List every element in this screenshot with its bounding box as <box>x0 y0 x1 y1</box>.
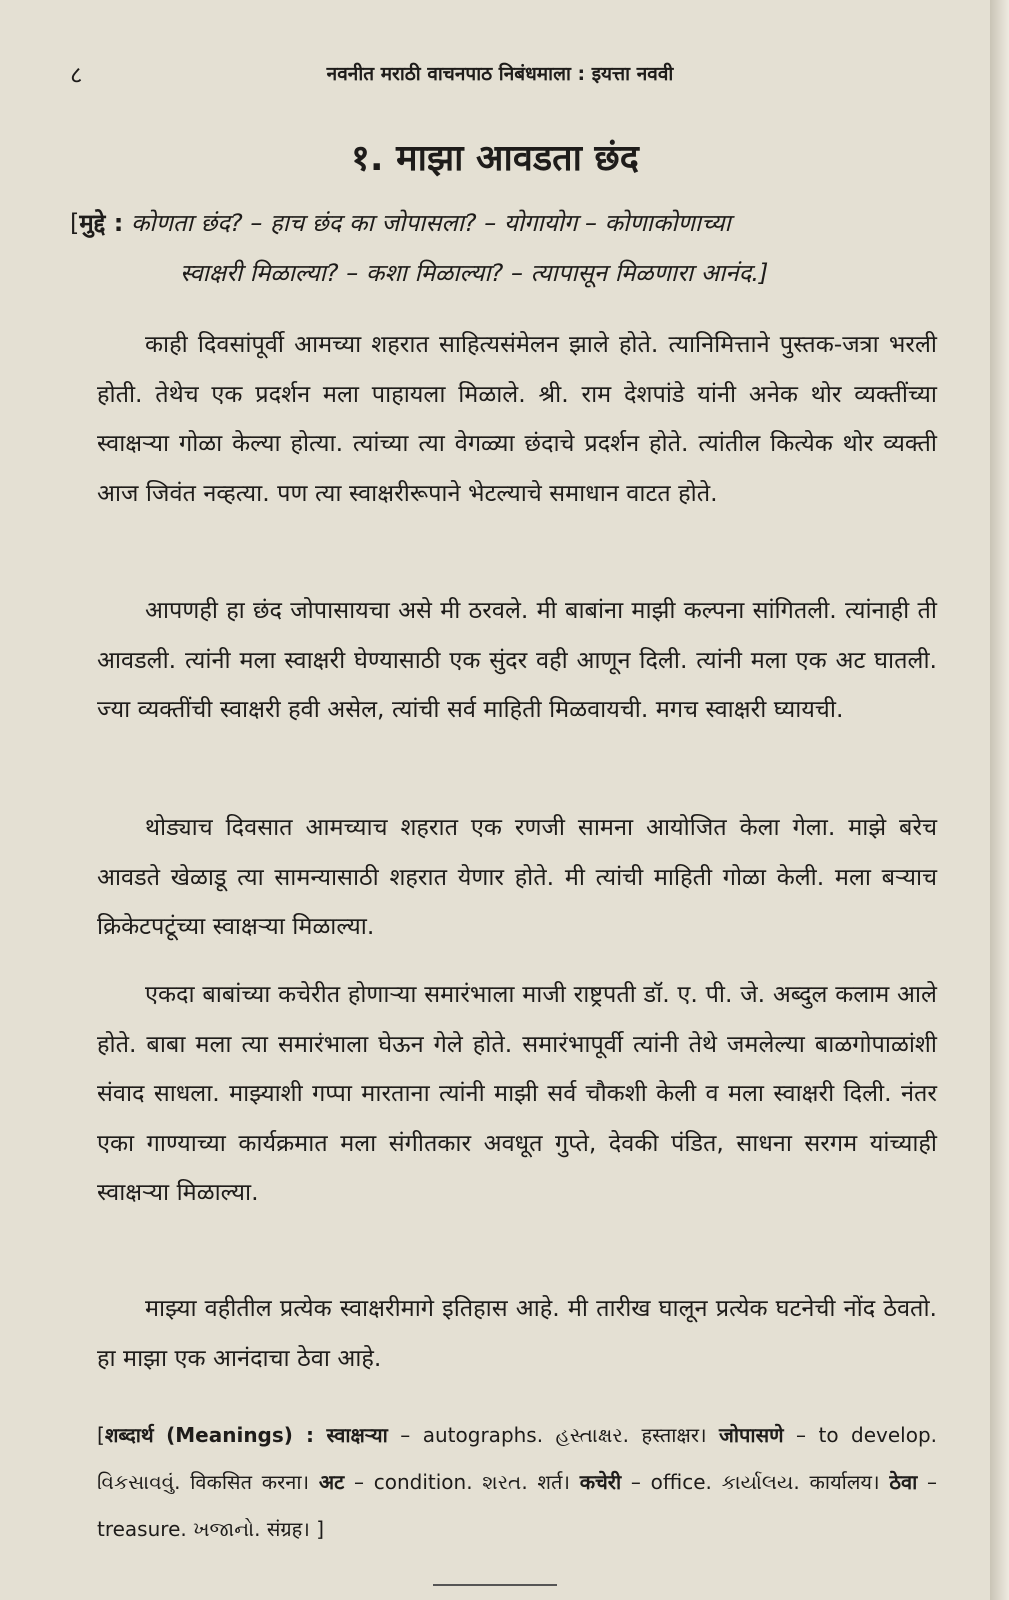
paragraph-text: माझ्या वहीतील प्रत्येक स्वाक्षरीमागे इतिहास आहे. मी तारीख घालून प्रत्येक घटनेची नोंद ठेवतो. हा माझा एक आनंदाचा ठेवा आहे. <box>97 1294 937 1372</box>
meanings-label: शब्दार्थ <box>104 1423 154 1447</box>
meaning-word: स्वाक्षऱ्या <box>326 1423 388 1447</box>
footer-divider <box>433 1584 557 1586</box>
meanings-open-bracket: [ <box>97 1423 105 1447</box>
paragraph-1 <box>97 320 937 518</box>
meaning-word: अट <box>318 1470 345 1494</box>
paragraph-text: आपणही हा छंद जोपासायचा असे मी ठरवले. मी बाबांना माझी कल्पना सांगितली. त्यांनाही ती आवडली. त्यांनी मला स्वाक्षरी घेण्यासाठी एक सुंदर वही आणून दिली. त्यांनी मला एक अट घातली. ज्या व्यक्तींची स्वाक्षरी हवी असेल, त्यांची सर्व माहिती मिळवायची. मगच स्वाक्षरी घ्यायची. <box>97 596 937 723</box>
meaning-word: ठेवा <box>889 1470 918 1494</box>
paragraph-4 <box>97 970 937 1218</box>
points-label: मुद्दे : <box>79 209 124 237</box>
running-title: नवनीत मराठी वाचनपाठ निबंधमाला : इयत्ता नववी <box>326 63 674 85</box>
paragraph-text: काही दिवसांपूर्वी आमच्या शहरात साहित्यसंमेलन झाले होते. त्यानिमित्ताने पुस्तक-जत्रा भरली होती. तेथेच एक प्रदर्शन मला पाहायला मिळाले. श्री. राम देशपांडे यांनी अनेक थोर व्यक्तींच्या स्वाक्षऱ्या गोळा केल्या होत्या. त्यांच्या त्या वेगळ्या छंदाचे प्रदर्शन होते. त्यांतील कित्येक थोर व्यक्ती आज जिवंत नव्हत्या. पण त्या स्वाक्षरीरूपाने भेटल्याचे समाधान वाटत होते. <box>97 330 937 507</box>
points-text-2: स्वाक्षरी मिळाल्या? – कशा मिळाल्या? – त्यापासून मिळणारा आनंद. <box>180 259 759 287</box>
paragraph-3 <box>97 803 937 952</box>
paragraph-2 <box>97 586 937 735</box>
meaning-word: कचेरी <box>579 1470 622 1494</box>
paragraph-text: एकदा बाबांच्या कचेरीत होणाऱ्या समारंभाला माजी राष्ट्रपती डॉ. ए. पी. जे. अब्दुल कलाम आले होते. बाबा मला त्या समारंभाला घेऊन गेले होते. समारंभापूर्वी त्यांनी तेथे जमलेल्या बाळगोपाळांशी संवाद साधला. माझ्याशी गप्पा मारताना त्यांनी माझी सर्व चौकशी केली व मला स्वाक्षरी दिली. नंतर एका गाण्याच्या कार्यक्रमात मला संगीतकार अवधूत गुप्ते, देवकी पंडित, साधना सरगम यांच्याही स्वाक्षऱ्या मिळाल्या. <box>97 980 937 1206</box>
points-text-1: कोणता छंद? – हाच छंद का जोपासला? – योगायोग – कोणाकोणाच्या <box>130 209 731 237</box>
meaning-text: – office. કાર્યાલય. कार्यालय। <box>621 1470 890 1494</box>
word-meanings <box>97 1412 937 1553</box>
page-edge <box>990 0 1009 1600</box>
paragraph-text: थोड्याच दिवसात आमच्याच शहरात एक रणजी सामना आयोजित केला गेला. माझे बरेच आवडते खेळाडू त्या सामन्यासाठी शहरात येणार होते. मी त्यांची माहिती गोळा केली. मला बऱ्याच क्रिकेटपटूंच्या स्वाक्षऱ्या मिळाल्या. <box>97 813 937 940</box>
meaning-text: – autographs. હસ્તાક્ષર. हस्ताक्षर। <box>387 1423 720 1447</box>
meaning-text: – condition. શરત. शर्त। <box>344 1470 580 1494</box>
points-line-2: स्वाक्षरी मिळाल्या? – कशा मिळाल्या? – त्यापासून मिळणारा आनंद.] <box>180 259 769 287</box>
chapter-title: १. माझा आवडता छंद <box>351 138 639 179</box>
paragraph-5 <box>97 1284 937 1383</box>
page-number: ८ <box>70 61 83 89</box>
meaning-word: जोपासणे <box>719 1423 784 1447</box>
page-header <box>60 58 940 88</box>
points-line-1: [मुद्दे : कोणता छंद? – हाच छंद का जोपासला? – योगायोग – कोणाकोणाच्या <box>70 209 731 237</box>
meanings-label-en: (Meanings) : <box>166 1423 314 1447</box>
meaning-text: – treasure. ખજાનો. संग्रह। ] <box>97 1470 937 1541</box>
essay-points <box>70 198 950 298</box>
meaning-text: – to develop. વિકસાવવું. विकसित करना। <box>97 1423 938 1494</box>
